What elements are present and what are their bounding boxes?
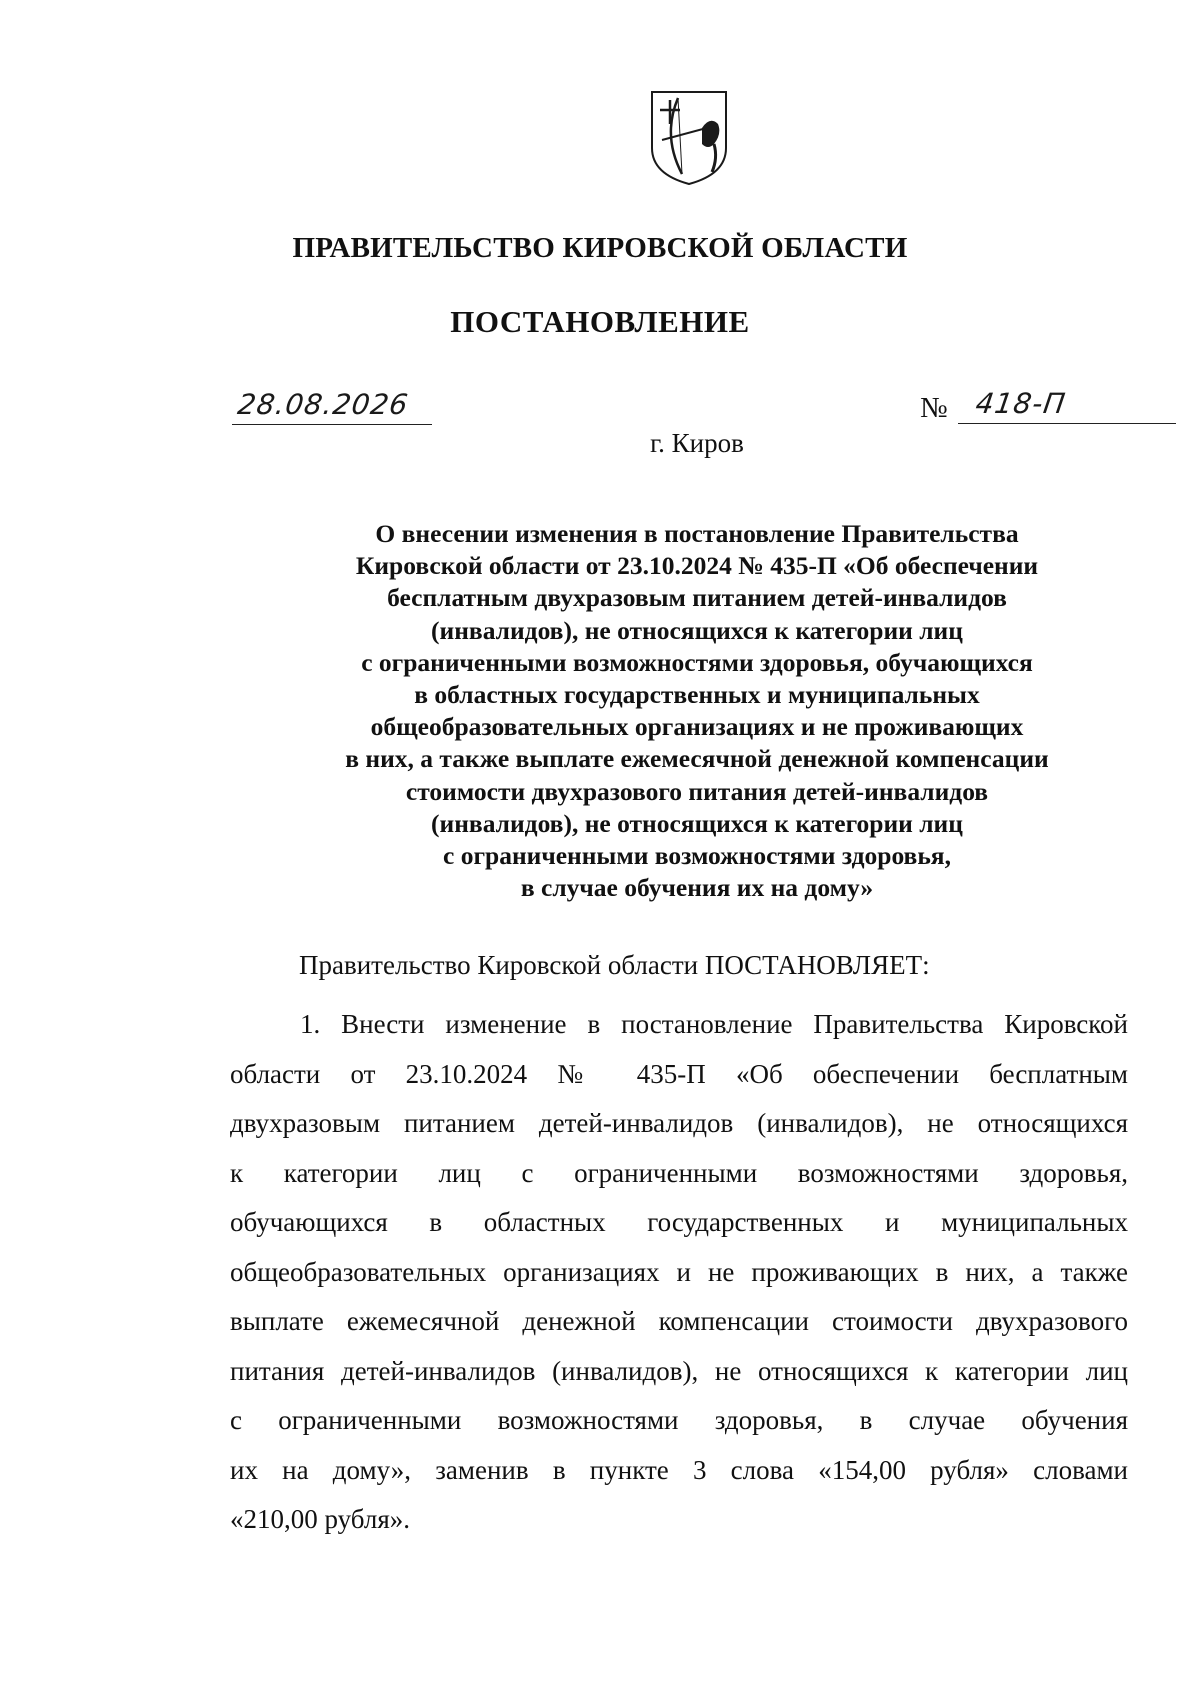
paragraph-line: с ограниченными возможностями здоровья, в случае обучения (230, 1405, 1128, 1435)
paragraph-line: общеобразовательных организациях и не проживающих в них, а также (230, 1256, 1128, 1287)
paragraph-line: их на дому», заменив в пункте 3 слова «154,00 рубля» словами (230, 1454, 1128, 1485)
subject-line: бесплатным двухразовым питанием детей-инвалидов (387, 583, 1007, 613)
organization-title: ПРАВИТЕЛЬСТВО КИРОВСКОЙ ОБЛАСТИ (292, 232, 908, 264)
number-sign: № (920, 392, 948, 424)
document-subject (232, 518, 1162, 904)
document-date-field (232, 388, 432, 425)
subject-line: (инвалидов), не относящихся к категории лиц (431, 615, 963, 645)
subject-line: О внесении изменения в постановление Правительства (375, 519, 1019, 548)
subject-line: Кировской области от 23.10.2024 № 435-П «Об обеспечении (355, 551, 1039, 581)
subject-line: в случае обучения их на дому» (520, 873, 874, 903)
subject-line: в областных государственных и муниципальных (414, 680, 980, 710)
paragraph-line: «210,00 рубля». (230, 1504, 410, 1534)
paragraph-line: 1. Внести изменение в постановление Правительства Кировской (300, 1009, 1128, 1039)
paragraph-line: питания детей-инвалидов (инвалидов), не относящихся к категории лиц (230, 1355, 1128, 1386)
paragraph-line: обучающихся в областных государственных и муниципальных (230, 1207, 1128, 1237)
subject-line: стоимости двухразового питания детей-инвалидов (405, 776, 989, 806)
subject-line: с ограниченными возможностями здоровья, (443, 841, 951, 871)
document-type-title: ПОСТАНОВЛЕНИЕ (450, 304, 750, 339)
document-date: 28.08.2026 (235, 388, 411, 421)
subject-line: в них, а также выплате ежемесячной денежной компенсации (345, 744, 1049, 774)
subject-line: общеобразовательных организациях и не проживающих (370, 712, 1024, 742)
kirov-region-coat-of-arms-icon (648, 88, 730, 188)
document-number-line (958, 387, 1176, 424)
preamble: Правительство Кировской области ПОСТАНОВЛЯЕТ: (299, 950, 930, 980)
paragraph-line: выплате ежемесячной денежной компенсации стоимости двухразового (230, 1306, 1128, 1336)
paragraph-line: области от 23.10.2024 № 435-П «Об обеспечении бесплатным (230, 1058, 1128, 1089)
paragraph-line: к категории лиц с ограниченными возможностями здоровья, (230, 1157, 1128, 1188)
paragraph-1 (230, 1000, 1128, 1545)
subject-line: с ограниченными возможностями здоровья, обучающихся (361, 647, 1033, 677)
paragraph-line: двухразовым питанием детей-инвалидов (инвалидов), не относящихся (230, 1108, 1128, 1138)
document-number-field (920, 388, 1176, 424)
document-number: 418-П (973, 387, 1068, 420)
subject-line: (инвалидов), не относящихся к категории лиц (431, 808, 963, 838)
city-name: г. Киров (650, 428, 744, 458)
